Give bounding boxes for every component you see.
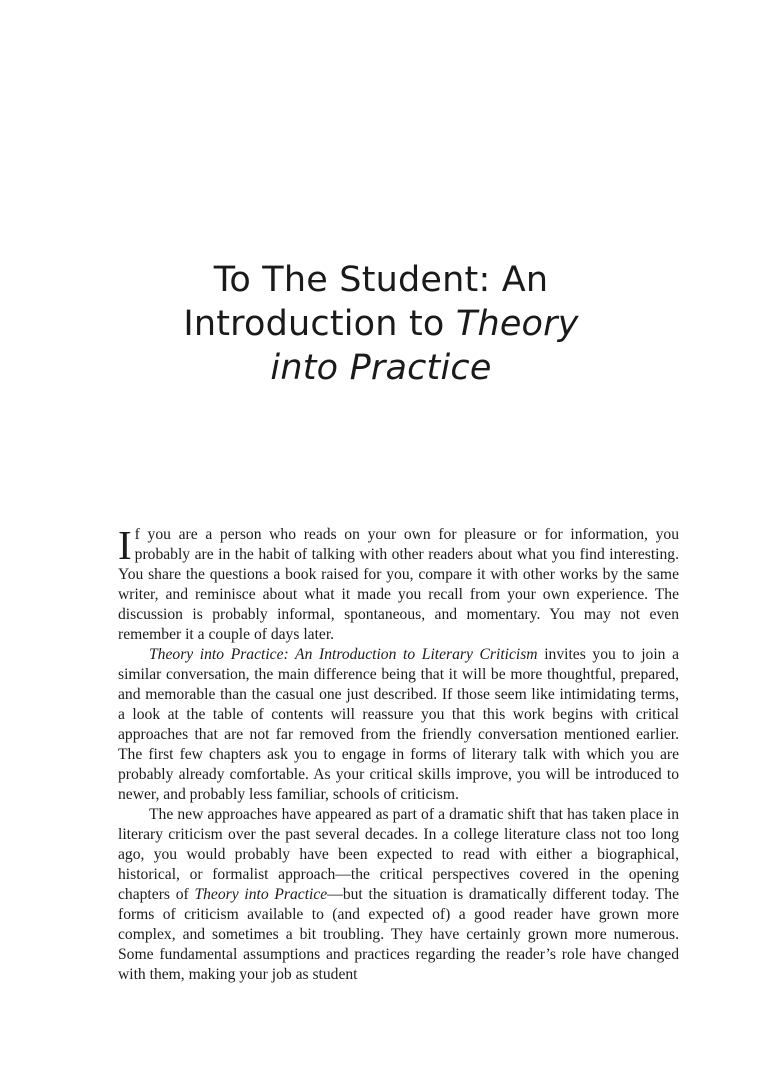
paragraph-1 <box>118 522 679 645</box>
chapter-title-line-1: To The Student: An <box>213 260 549 300</box>
paragraph-2-text: invites you to join a similar conversation, the main difference being that it will be more thoughtful, prepared, and memorable than the casual one just described. If those seem like intimidating terms, a look at the table of contents will reassure you that this work begins with critical approaches that are not far removed from the friendly conversation mentioned earlier. The first few chapters ask you to engage in forms of literary talk with which you are probably already comfortable. As your critical skills improve, you will be introduced to newer, and probably less familiar, schools of criticism. <box>118 646 680 803</box>
drop-cap: I <box>118 522 132 568</box>
paragraph-3 <box>118 805 679 985</box>
paragraph-2 <box>118 645 679 805</box>
paragraph-3-text-a: The new approaches have appeared as part of a dramatic shift that has taken place in literary criticism over the past several decades. In a college literature class not too long ago, you would probably have been expected to read with either a biographical, historical, or formalist approach—the critical perspectives covered in the opening chapters of <box>118 806 679 903</box>
chapter-title <box>0 258 762 390</box>
chapter-title-line-2-italic: Theory <box>455 304 579 344</box>
chapter-title-line-2 <box>0 302 762 346</box>
chapter-title-line-3-italic: into Practice <box>270 348 492 388</box>
paragraph-3-italic: Theory into Practice <box>194 886 328 903</box>
paragraph-1-text: f you are a person who reads on your own for pleasure or for information, you probably are in the habit of talking with other readers about what you find interesting. You share the questions a book raised for you, compare it with other works by the same writer, and reminisce about what it made you recall from your own experience. The discussion is probably informal, spontaneous, and momentary. You may not even remember it a couple of days later. <box>118 526 679 643</box>
chapter-title-line-2-plain: Introduction to <box>183 304 456 344</box>
paragraph-3-text-b: —but the situation is dramatically different today. The forms of criticism available to (and expected of) a good reader have grown more complex, and sometimes a bit troubling. They have certainly grown more numerous. Some fundamental assumptions and practices regarding the reader’s role have changed with them, making your job as student <box>118 886 679 983</box>
book-title-italic: Theory into Practice: An Introduction to Literary Criticism <box>149 646 538 663</box>
chapter-title-line-3 <box>0 346 762 390</box>
body-text <box>118 522 680 985</box>
